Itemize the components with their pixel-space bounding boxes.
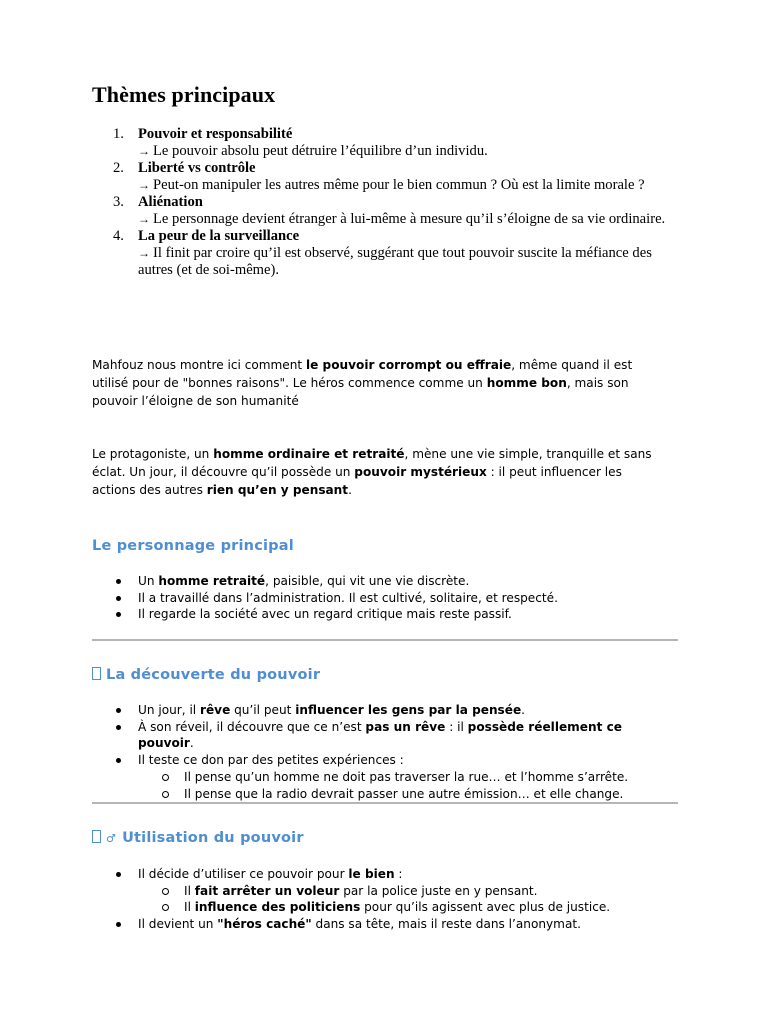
sub-list-item: Il fait arrêter un voleur par la police juste en y pensant.	[138, 883, 672, 900]
intro-paragraph: Mahfouz nous montre ici comment le pouvoir corrompt ou effraie, même quand il est utilisé pour de "bonnes raisons". Le héros commence comme un homme bon, mais son pouvoir l’éloigne de son humanité	[92, 358, 633, 408]
theme-title: Liberté vs contrôle	[138, 160, 256, 176]
list-item: À son réveil, il découvre que ce n’est pas un rêve : il possède réellement ce pouvoir.	[92, 719, 672, 752]
section-heading-main-character: Le personnage principal	[92, 538, 294, 554]
sub-list-item: Il pense que la radio devrait passer une autre émission… et elle change.	[138, 786, 672, 803]
list-item: Un homme retraité, paisible, qui vit une vie discrète.	[92, 573, 672, 590]
theme-number: 3.	[113, 194, 124, 210]
theme-number: 4.	[113, 228, 124, 244]
main-character-list	[92, 573, 672, 623]
sub-list-item: Il pense qu’un homme ne doit pas traverser la rue… et l’homme s’arrête.	[138, 769, 672, 786]
theme-title: La peur de la surveillance	[138, 228, 300, 244]
list-item: Il teste ce don par des petites expériences : Il pense qu’un homme ne doit pas traverser la rue… et l’homme s’arrête. Il pense que la radio devrait passer une autre émission… et elle change.	[92, 752, 672, 802]
theme-number: 1.	[113, 126, 124, 142]
section-divider	[92, 639, 678, 641]
theme-description: → Peut-on manipuler les autres même pour le bien commun ? Où est la limite morale ?	[138, 177, 645, 193]
arrow-icon: →	[138, 212, 150, 226]
sub-list-item: Il influence des politiciens pour qu’ils agissent avec plus de justice.	[138, 899, 672, 916]
arrow-icon: →	[138, 144, 150, 158]
theme-item	[92, 126, 672, 160]
theme-description: → Il finit par croire qu’il est observé, suggérant que tout pouvoir suscite la méfiance des autres (et de soi-même).	[138, 245, 652, 278]
theme-item	[92, 160, 672, 194]
use-of-power-list	[92, 866, 672, 933]
missing-glyph-icon	[92, 667, 101, 680]
list-item: Il devient un "héros caché" dans sa tête, mais il reste dans l’anonymat.	[92, 916, 672, 933]
summary-paragraph: Le protagoniste, un homme ordinaire et retraité, mène une vie simple, tranquille et sans éclat. Un jour, il découvre qu’il possède un pouvoir mystérieux : il peut influencer les actions des autres rien qu’en y pensant.	[92, 447, 652, 497]
theme-item	[92, 228, 672, 279]
list-item: Il a travaillé dans l’administration. Il est cultivé, solitaire, et respecté.	[92, 590, 672, 607]
list-item: Il regarde la société avec un regard critique mais reste passif.	[92, 606, 672, 623]
theme-title: Pouvoir et responsabilité	[138, 126, 293, 142]
themes-list	[92, 126, 672, 279]
sub-list	[138, 883, 672, 916]
section-heading-use-of-power: ♂ Utilisation du pouvoir	[92, 830, 304, 846]
page-title: Thèmes principaux	[92, 82, 276, 107]
section-divider	[92, 802, 678, 804]
theme-description: → Le personnage devient étranger à lui-même à mesure qu’il s’éloigne de sa vie ordinaire.	[138, 211, 666, 227]
theme-title: Aliénation	[138, 194, 203, 210]
discovery-list	[92, 702, 672, 802]
list-item: Un jour, il rêve qu’il peut influencer les gens par la pensée.	[92, 702, 672, 719]
theme-item	[92, 194, 672, 228]
sub-list	[138, 769, 672, 802]
theme-description: → Le pouvoir absolu peut détruire l’équilibre d’un individu.	[138, 143, 488, 159]
arrow-icon: →	[138, 178, 150, 192]
missing-glyph-icon	[92, 830, 101, 843]
list-item: Il décide d’utiliser ce pouvoir pour le bien : Il fait arrêter un voleur par la police juste en y pensant. Il influence des politiciens pour qu’ils agissent avec plus de justice.	[92, 866, 672, 916]
section-heading-discovery: La découverte du pouvoir	[92, 667, 320, 683]
arrow-icon: →	[138, 246, 150, 260]
male-sign-icon: ♂	[106, 832, 117, 845]
theme-number: 2.	[113, 160, 124, 176]
